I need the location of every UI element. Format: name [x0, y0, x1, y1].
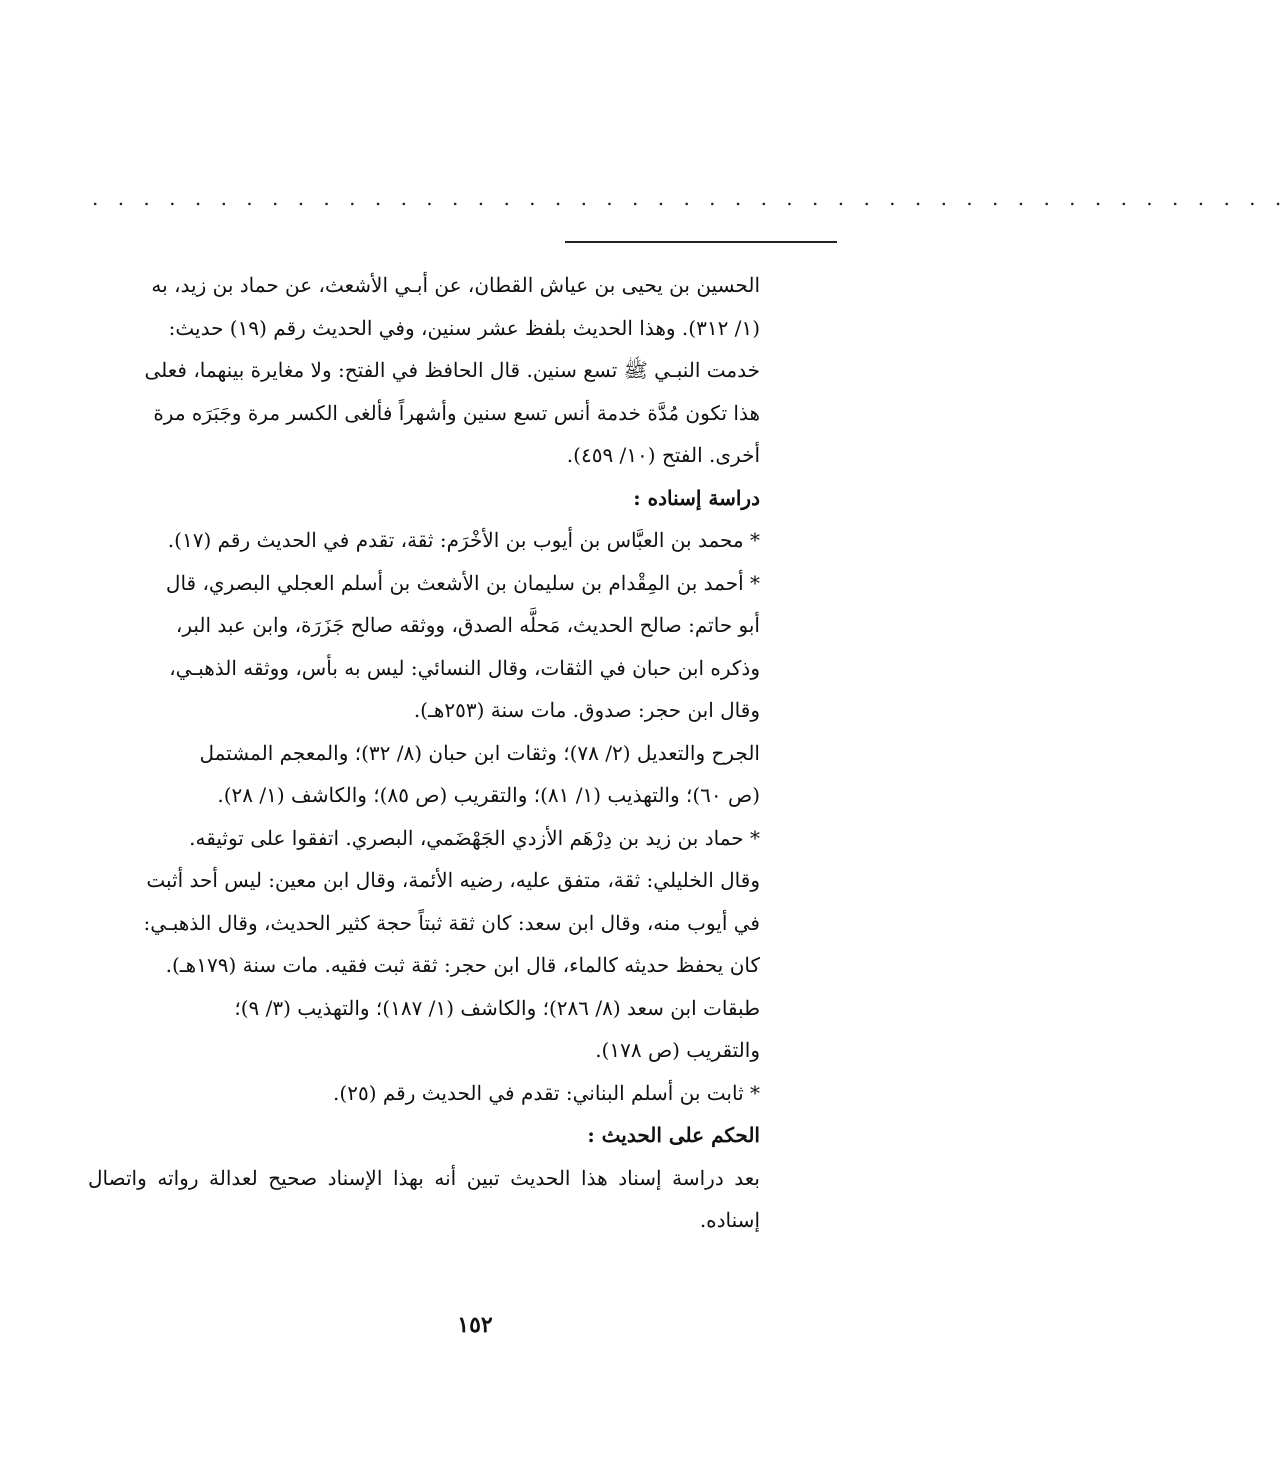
footnote-line: هذا تكون مُدَّة خدمة أنس تسع سنين وأشهراً فألغى الكسر مرة وجَبَرَه مرة [153, 400, 760, 425]
section-heading-isnad: دراسة إسناده : [633, 485, 760, 510]
page-body [88, 264, 760, 1242]
narrator-entry [88, 817, 760, 987]
sources-line: الجرح والتعديل (٢/ ٧٨)؛ وثقات ابن حبان (٨/ ٣٢)؛ والمعجم المشتمل [199, 740, 760, 765]
narrator-line: كان يحفظ حديثه كالماء، قال ابن حجر: ثقة ثبت فقيه. مات سنة (١٧٩هـ). [165, 953, 760, 977]
narrator-sources [88, 732, 760, 817]
narrator-line: وذكره ابن حبان في الثقات، وقال النسائي: ليس به بأس، ووثقه الذهبـي، [169, 655, 760, 680]
section-heading-ruling: الحكم على الحديث : [587, 1123, 760, 1147]
narrator-entry [88, 562, 760, 732]
footnote-line: خدمت النبـي ﷺ تسع سنين. قال الحافظ في الفتح: ولا مغايرة بينهما، فعلى [144, 358, 760, 382]
ruling-text: بعد دراسة إسناد هذا الحديث تبين أنه بهذا الإسناد صحيح لعدالة رواته واتصال إسناده. [88, 1165, 760, 1232]
narrator-line: وقال الخليلي: ثقة، متفق عليه، رضيه الأئمة، وقال ابن معين: ليس أحد أثبت [146, 868, 760, 892]
narrator-sources [88, 987, 760, 1072]
footnote-line: الحسين بن يحيى بن عياش القطان، عن أبـي الأشعث، عن حماد بن زيد، به [151, 273, 760, 297]
narrator-entry: * ثابت بن أسلم البناني: تقدم في الحديث رقم (٢٥). [333, 1080, 760, 1105]
narrator-line: وقال ابن حجر: صدوق. مات سنة (٢٥٣هـ). [413, 698, 760, 722]
page-number: ١٥٢ [457, 1312, 493, 1338]
footnote-line: (١/ ٣١٢). وهذا الحديث بلفظ عشر سنين، وفي الحديث رقم (١٩) حديث: [168, 315, 760, 340]
narrator-line: أبو حاتم: صالح الحديث، مَحلَّه الصدق، ووثقه صالح جَزَرَة، وابن عبد البر، [175, 613, 760, 637]
narrator-entry: * محمد بن العبَّاس بن أيوب بن الأخْرَم: ثقة، تقدم في الحديث رقم (١٧). [167, 528, 760, 552]
separator-dots: . . . . . . . . . . . . . . . . . . . . . . . . . . . . . . . . . . . . . . . . . . . . . . . [92, 186, 1288, 210]
narrator-line: * أحمد بن المِقْدام بن سليمان بن الأشعث بن أسلم العجلي البصري، قال [165, 570, 760, 595]
sources-line: طبقات ابن سعد (٨/ ٢٨٦)؛ والكاشف (١/ ١٨٧)؛ والتهذيب (٣/ ٩)؛ [234, 995, 760, 1020]
footnote-line: أخرى. الفتح (١٠/ ٤٥٩). [566, 443, 760, 467]
sources-line: (ص ٦٠)؛ والتهذيب (١/ ٨١)؛ والتقريب (ص ٨٥)؛ والكاشف (١/ ٢٨). [217, 783, 760, 807]
footnote-text [88, 264, 760, 477]
sources-line: والتقريب (ص ١٧٨). [595, 1038, 760, 1062]
narrator-line: * حماد بن زيد بن دِرْهَم الأزدي الجَهْضَمي، البصري. اتفقوا على توثيقه. [189, 825, 760, 850]
narrator-line: في أيوب منه، وقال ابن سعد: كان ثقة ثبتاً حجة كثير الحديث، وقال الذهبـي: [143, 910, 760, 935]
footnote-rule [565, 241, 837, 243]
